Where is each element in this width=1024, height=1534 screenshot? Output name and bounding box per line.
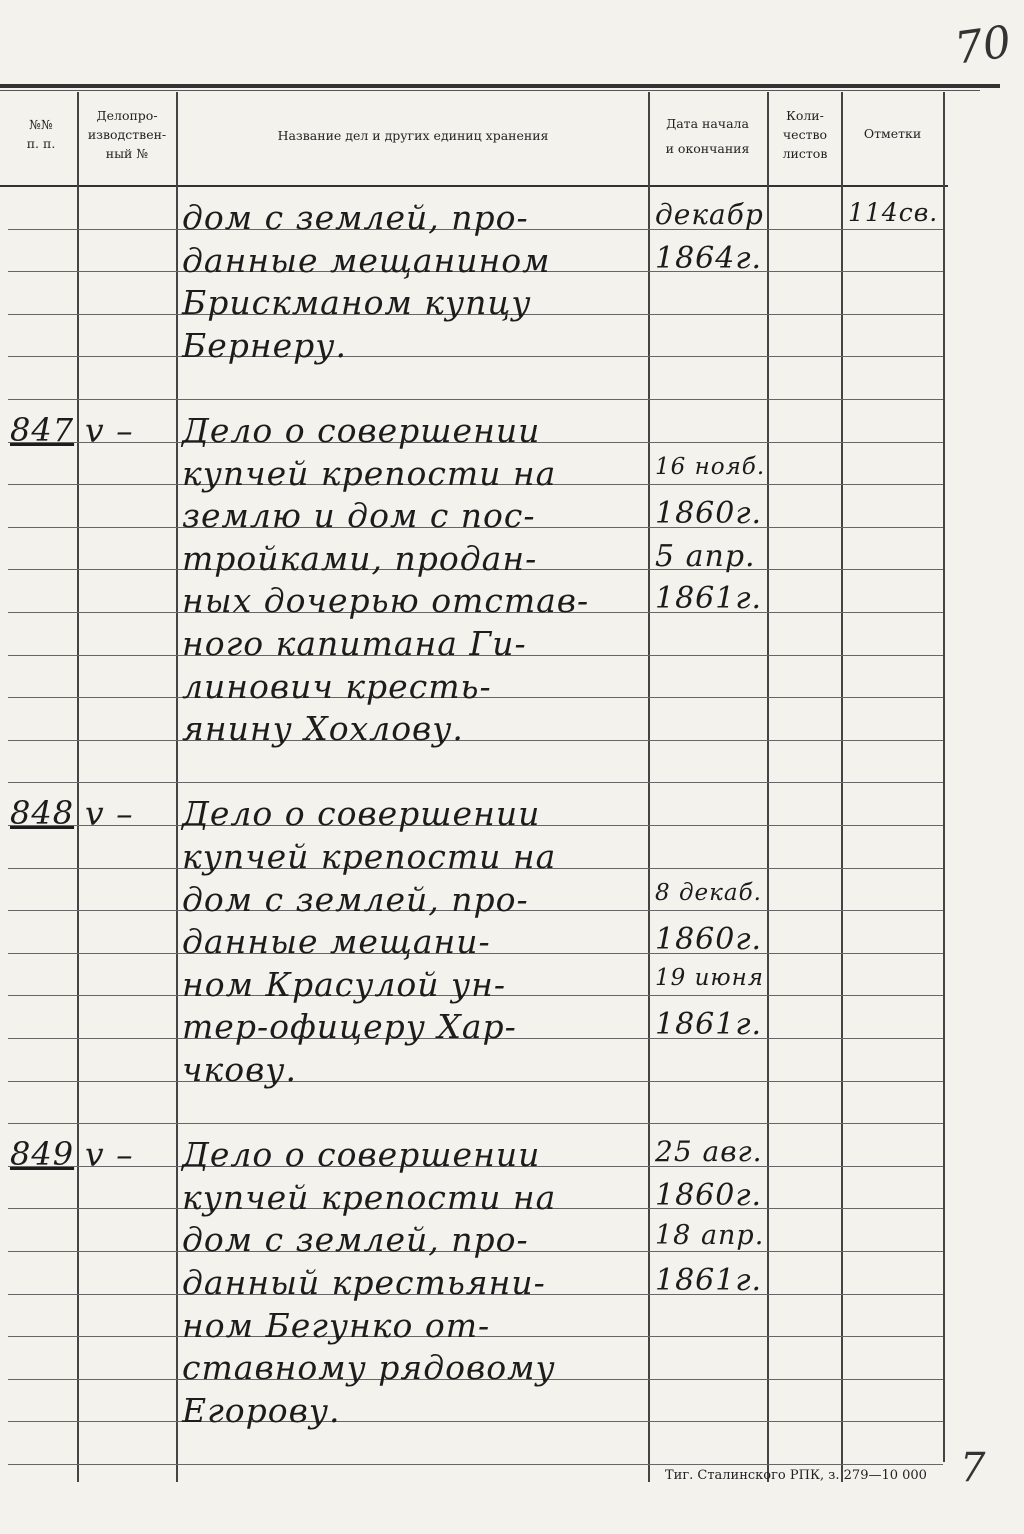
entry-title: землю и дом с пос- xyxy=(182,496,536,536)
entry-title: купчей крепости на xyxy=(182,453,557,493)
entry-title: дом с землей, про- xyxy=(182,198,529,237)
header-dates-line-2: и окончания xyxy=(665,141,750,156)
column-line xyxy=(77,92,79,1482)
column-line xyxy=(767,92,769,1482)
header-dates-line-1: Дата начала xyxy=(666,116,749,131)
header-notes: Отметки xyxy=(863,126,922,141)
ruled-line xyxy=(8,782,943,783)
column-line xyxy=(943,92,945,1462)
entry-date: 25 авг. xyxy=(655,1135,763,1169)
entry-title: ном Красулой ун- xyxy=(182,964,507,1004)
header-office-number xyxy=(80,106,174,163)
entry-number: 849 xyxy=(10,1135,75,1174)
entry-title: тройками, продан- xyxy=(182,538,538,578)
entry-number: 848 xyxy=(10,794,75,833)
header-office-line-3: ный № xyxy=(105,146,149,161)
entry-title: Дело о совершении xyxy=(182,1135,541,1175)
ruled-line xyxy=(8,740,943,741)
entry-title: купчей крепости на xyxy=(182,837,557,876)
entry-title: ных дочерью отстав- xyxy=(182,581,590,621)
entry-date: декабр xyxy=(655,198,764,231)
entry-title: Егорову. xyxy=(182,1390,341,1430)
entry-date: 5 апр. xyxy=(655,538,756,574)
entry-date: 1864г. xyxy=(655,240,763,276)
column-line xyxy=(648,92,650,1482)
entry-title: данный крестьяни- xyxy=(182,1263,546,1302)
header-rule xyxy=(0,185,948,187)
entry-number: 847 xyxy=(10,411,75,449)
entry-date: 18 апр. xyxy=(655,1220,765,1252)
top-rule xyxy=(0,84,1000,88)
entry-title: Дело о совершении xyxy=(182,411,541,450)
ruled-line xyxy=(8,1421,943,1422)
office-number: v – xyxy=(85,411,134,450)
page-number: 70 xyxy=(951,16,1015,75)
entry-date: 1861г. xyxy=(655,1007,763,1043)
entry-title: ном Бегунко от- xyxy=(182,1305,491,1345)
ruled-line xyxy=(8,1081,943,1082)
entry-title: ставному рядовому xyxy=(182,1348,556,1388)
header-sheets-line-3: листов xyxy=(782,146,828,161)
printer-footer: Тиг. Сталинского РПК, з. 279—10 000 xyxy=(665,1468,927,1483)
entry-date: 1861г. xyxy=(655,581,763,617)
entry-title: купчей крепости на xyxy=(182,1177,557,1217)
entry-date: 8 декаб. xyxy=(655,879,762,906)
header-sheets xyxy=(770,106,840,163)
corner-mark: 7 xyxy=(960,1445,986,1491)
ruled-line xyxy=(8,399,943,400)
entry-date: 16 нояб. xyxy=(655,453,766,480)
ruled-line xyxy=(8,1464,943,1465)
entry-date: 1861г. xyxy=(655,1263,763,1298)
entry-title: данные мещани- xyxy=(182,922,491,962)
header-sheets-line-1: Коли- xyxy=(786,108,824,123)
header-title: Название дел и других единиц хранения xyxy=(277,128,549,143)
header-number-line-2: п. п. xyxy=(26,136,56,151)
ruled-line xyxy=(8,356,943,357)
entry-title: ного капитана Ги- xyxy=(182,624,527,663)
office-number: v – xyxy=(85,794,134,834)
entry-title: Брискманом купцу xyxy=(182,283,532,323)
entry-title: Дело о совершении xyxy=(182,794,541,834)
entry-title: тер-офицеру Хар- xyxy=(182,1007,517,1047)
entry-title: линович кресть- xyxy=(182,666,492,706)
entry-note: 114св. xyxy=(848,198,939,227)
column-line xyxy=(841,92,843,1482)
column-line xyxy=(176,92,178,1482)
entry-date: 19 июня xyxy=(655,964,765,991)
header-office-line-2: изводствен- xyxy=(87,127,167,142)
header-sheets-line-2: чество xyxy=(782,127,828,142)
header-number-line-1: №№ xyxy=(29,117,53,132)
office-number: v – xyxy=(85,1135,134,1175)
entry-date: 1860г. xyxy=(655,496,763,532)
top-rule-thin xyxy=(0,90,980,91)
entry-title: дом с землей, про- xyxy=(182,879,529,919)
header-number xyxy=(10,115,72,153)
header-dates xyxy=(650,114,765,158)
entry-date: 1860г. xyxy=(655,922,763,958)
entry-title: Бернеру. xyxy=(182,325,347,365)
ruled-line xyxy=(8,1123,943,1124)
header-office-line-1: Делопро- xyxy=(96,108,158,123)
entry-title: чкову. xyxy=(182,1050,297,1089)
entry-title: янину Хохлову. xyxy=(182,709,464,749)
entry-title: данные мещанином xyxy=(182,240,551,280)
entry-title: дом с землей, про- xyxy=(182,1220,529,1260)
entry-date: 1860г. xyxy=(655,1177,763,1213)
